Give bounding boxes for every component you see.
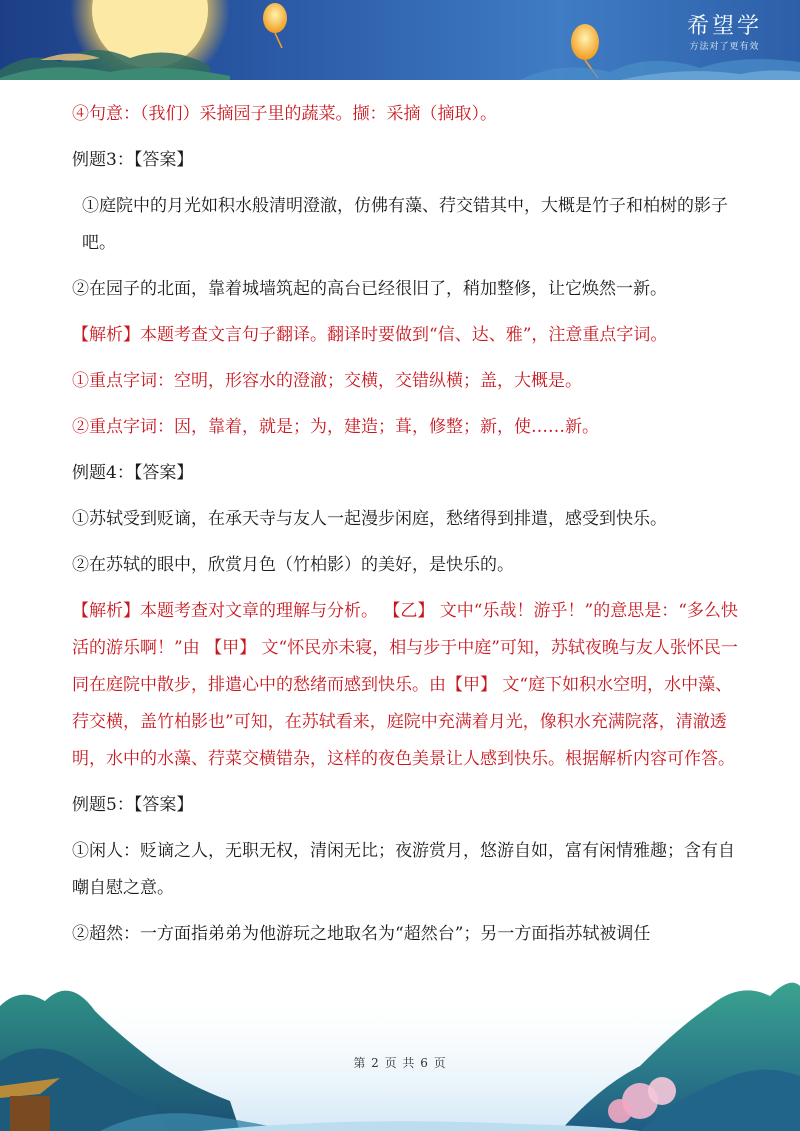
example-5-answer-2: ②超然：一方面指弟弟为他游玩之地取名为“超然台”；另一方面指苏轼被调任: [72, 924, 651, 944]
example-3-keywords-2: ②重点字词：因，靠着，就是；为，建造；葺，修整；新，使……新。: [72, 417, 599, 437]
example-5-answer-heading: 例题5：【答案】: [72, 795, 194, 815]
sentence-meaning-4: ④句意：（我们）采摘园子里的蔬菜。撷：采摘（摘取）。: [72, 104, 497, 124]
logo-title: 希望学: [686, 14, 762, 39]
logo: [687, 14, 762, 54]
header-banner: [0, 0, 800, 80]
logo-subtitle: 方法对了更有效: [689, 42, 760, 52]
example-3-answer-heading: 例题3：【答案】: [72, 150, 194, 170]
example-3-keywords-1: ①重点字词：空明，形容水的澄澈；交横，交错纵横；盖，大概是。: [72, 371, 582, 391]
footer-banner: [0, 966, 800, 1131]
example-4-answer-2: ②在苏轼的眼中，欣赏月色（竹柏影）的美好，是快乐的。: [72, 555, 514, 575]
example-3-answer-1: ①庭院中的月光如积水般清明澄澈，仿佛有藻、荇交错其中，大概是竹子和柏树的影子吧。: [82, 196, 728, 253]
example-3-analysis: 【解析】本题考查文言句子翻译。翻译时要做到“信、达、雅”，注意重点字词。: [72, 325, 668, 345]
header-decoration: [0, 0, 800, 80]
example-4-analysis: 【解析】本题考查对文章的理解与分析。 【乙】 文中“乐哉！游乎！”的意思是：“多么快活的游乐啊！”由 【甲】 文“怀民亦未寝，相与步于中庭”可知，苏轼夜晚与友人张怀民一同在庭院中散步，排遣心中的愁绪而感到快乐。由【甲】 文“庭下如积水空明，水中藻、荇交横，盖竹柏影也”可知，在苏轼看来，庭院中充满着月光，像积水充满院落，清澈透明，水中的水藻、荇菜交横错杂，这样的夜色美景让人感到快乐。根据解析内容可作答。: [72, 601, 738, 769]
lantern-icon: [571, 24, 599, 60]
lantern-icon: [263, 3, 287, 33]
document-body: [72, 96, 742, 962]
example-4-answer-1: ①苏轼受到贬谪，在承天寺与友人一起漫步闲庭，愁绪得到排遣，感受到快乐。: [72, 509, 667, 529]
example-5-answer-1: ①闲人：贬谪之人，无职无权，清闲无比；夜游赏月，悠游自如，富有闲情雅趣；含有自嘲自慰之意。: [72, 841, 735, 898]
example-3-answer-2: ②在园子的北面，靠着城墙筑起的高台已经很旧了，稍加整修，让它焕然一新。: [72, 279, 667, 299]
footer-decoration: [0, 966, 800, 1131]
example-4-answer-heading: 例题4：【答案】: [72, 463, 194, 483]
page-number: 第 2 页 共 6 页: [353, 1056, 447, 1070]
